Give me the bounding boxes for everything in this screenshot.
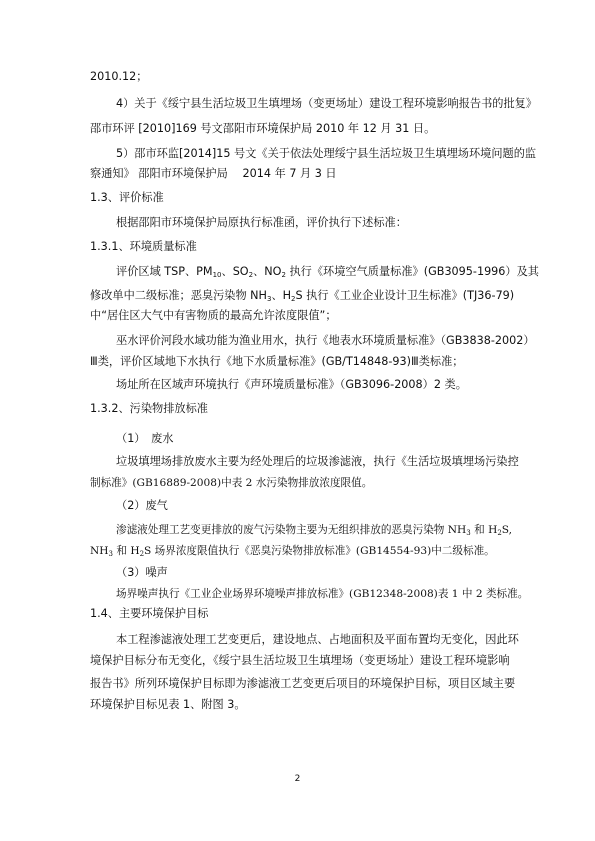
- paragraph-line: 环境保护目标见表 1、附图 3。: [90, 698, 246, 711]
- paragraph-line: 本工程渗滤液处理工艺变更后，建设地点、占地面积及平面布置均无变化，因此环: [116, 633, 519, 646]
- subsection-wastewater: （1） 废水: [116, 432, 174, 445]
- reference-item-5: 5）邵市环监[2014]15 号文《关于依法处理绥宁县生活垃圾卫生填埋场环境问题的监: [116, 147, 537, 160]
- paragraph-line: 渗滤液处理工艺变更排放的废气污染物主要为无组织排放的恶臭污染物 $NH_3$ 和 $H_2S$,: [116, 524, 513, 537]
- subsection-exhaust: （2）废气: [116, 499, 168, 512]
- paragraph-line: $NH_3$ 和 $H_2S$ 场界浓度限值执行《恶臭污染物排放标准》(GB14554-93)中二级标准。: [90, 545, 495, 558]
- page-number: 2: [294, 774, 301, 784]
- text-line: 邵市环评 [2010]169 号文邵阳市环境保护局 2010 年 12 月 31 日。: [90, 122, 436, 135]
- text-line: 察通知》 邵阳市环境保护局 2014 年 7 月 3 日: [90, 167, 337, 180]
- paragraph-line: 报告书》所列环境保护目标即为渗滤液工艺变更后项目的环境保护目标，项目区域主要: [90, 677, 516, 690]
- paragraph-line: Ⅲ类，评价区域地下水执行《地下水质量标准》(GB/T14848-93)Ⅲ类标准；: [90, 355, 464, 368]
- paragraph-line: 场界噪声执行《工业企业场界环境噪声排放标准》(GB12348-2008)表 1 中 2 类标准。: [116, 588, 529, 600]
- paragraph-line: 垃圾填埋场排放废水主要为经处理后的垃圾渗滤液，执行《生活垃圾填埋场污染控: [116, 455, 519, 468]
- reference-item-4: 4）关于《绥宁县生活垃圾卫生填埋场（变更场址）建设工程环境影响报告书的批复》: [116, 97, 538, 110]
- section-heading-1-3-1: 1.3.1、环境质量标准: [90, 240, 197, 253]
- paragraph-line: 巫水评价河段水域功能为渔业用水，执行《地表水环境质量标准》（GB3838-2002）: [116, 334, 535, 347]
- paragraph-line: 中“居住区大气中有害物质的最高允许浓度限值”；: [90, 309, 337, 322]
- section-heading-1-4: 1.4、主要环境保护目标: [90, 607, 209, 620]
- paragraph-line: 修改单中二级标准；恶臭污染物 $NH_3$、$H_2S$ 执行《工业企业设计卫生标准》(TJ36-79): [90, 289, 515, 303]
- section-heading-1-3: 1.3、评价标准: [90, 191, 164, 204]
- paragraph-line: 场址所在区域声环境执行《声环境质量标准》（GB3096-2008）2 类。: [116, 378, 467, 391]
- section-heading-1-3-2: 1.3.2、污染物排放标准: [90, 402, 208, 415]
- paragraph-line: 制标准》(GB16889-2008)中表 2 水污染物排放浓度限值。: [90, 477, 373, 489]
- paragraph-line: 根据邵阳市环境保护局原执行标准函，评价执行下述标准：: [116, 216, 407, 229]
- text-line: 2010.12；: [90, 70, 148, 83]
- subsection-noise: （3）噪声: [116, 566, 168, 579]
- paragraph-line: 境保护目标分布无变化，《绥宁县生活垃圾卫生填埋场（变更场址）建设工程环境影响: [90, 654, 510, 667]
- paragraph-line: 评价区域 TSP、$PM_{10}$、$SO_2$、$NO_2$ 执行《环境空气质量标准》(GB3095-1996）及其: [116, 265, 539, 279]
